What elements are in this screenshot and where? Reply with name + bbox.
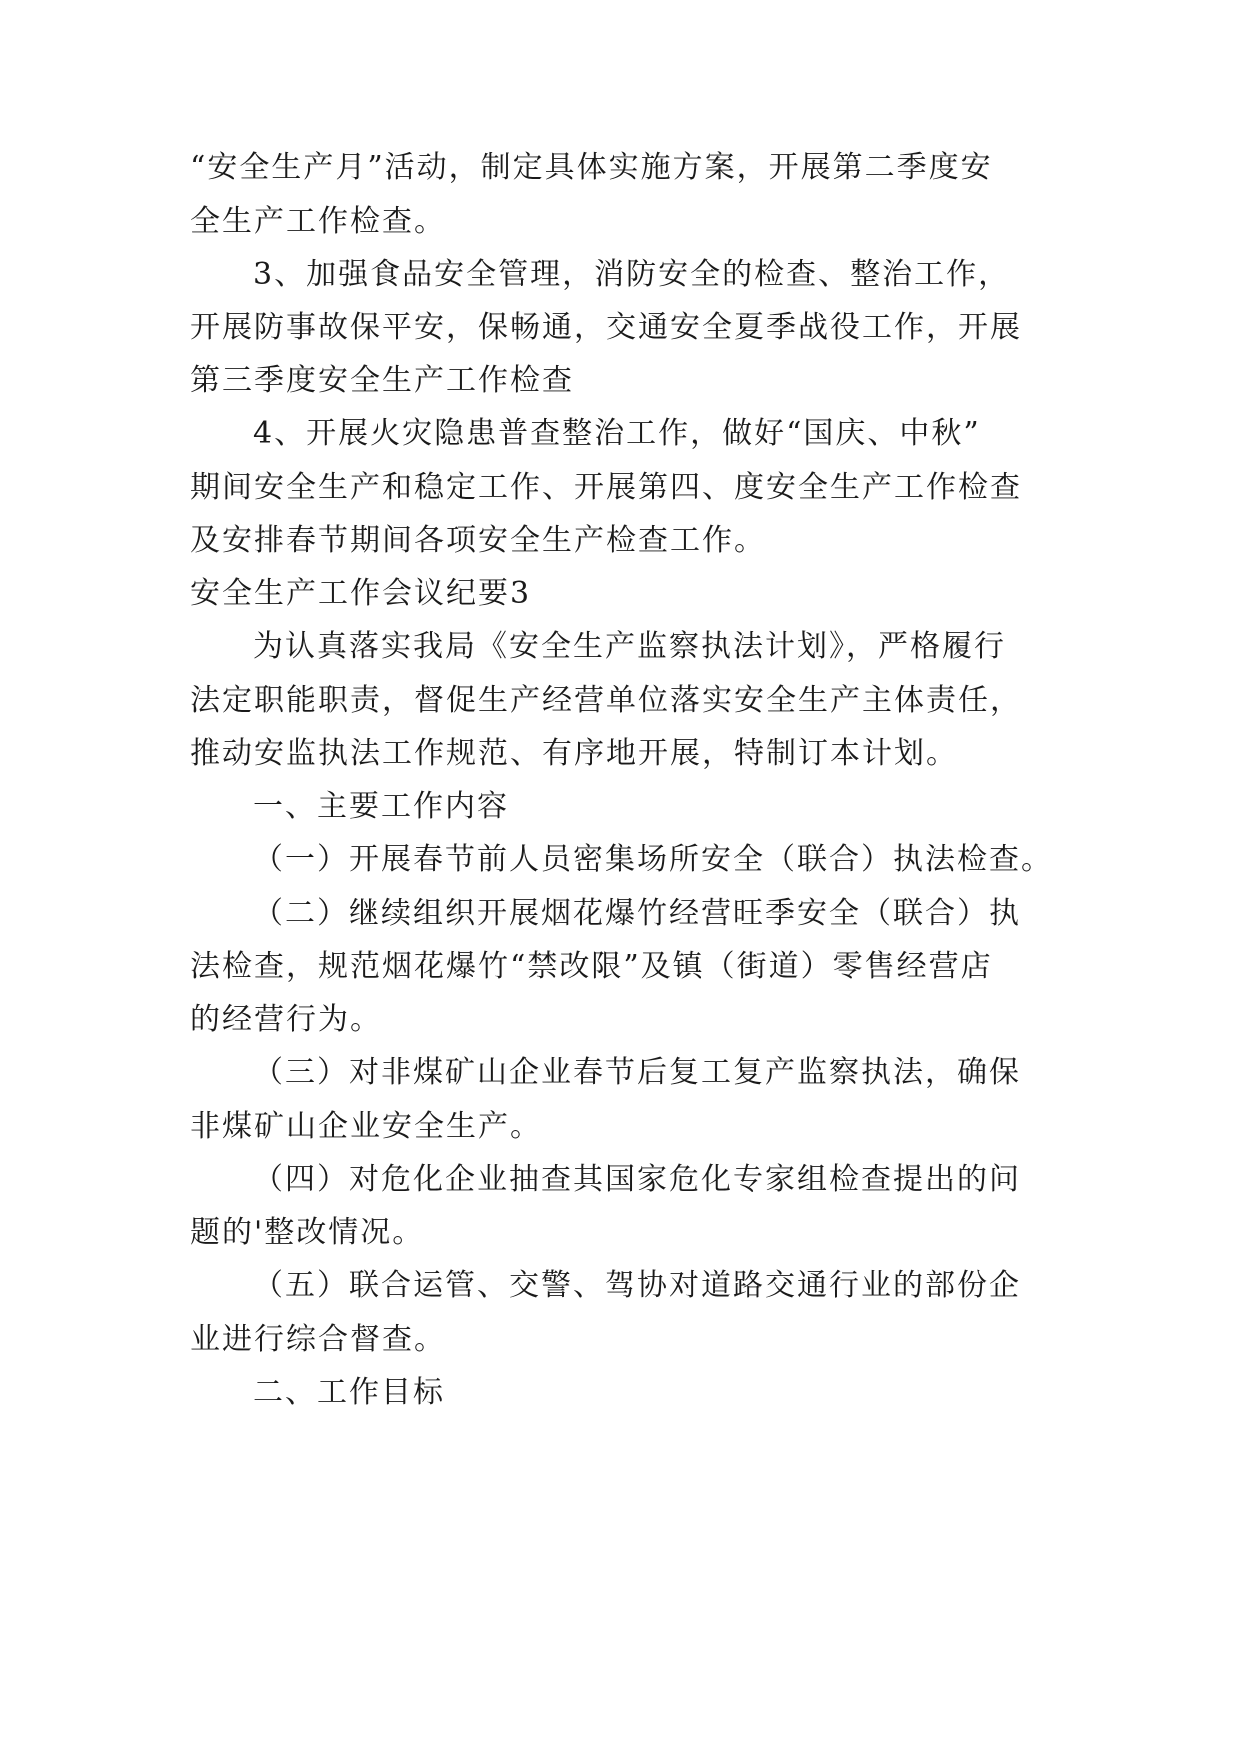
list-item-4: 4、开展火灾隐患普查整治工作，做好“国庆、中秋” bbox=[253, 416, 981, 451]
subheading-main-content: 一、主要工作内容 bbox=[253, 789, 509, 824]
text-line: 题的'整改情况。 bbox=[190, 1215, 425, 1250]
list-item-1: （一）开展春节前人员密集场所安全（联合）执法检查。 bbox=[253, 842, 1053, 877]
list-item-5: （五）联合运管、交警、驾协对道路交通行业的部份企 bbox=[253, 1268, 1021, 1303]
text-line: 的经营行为。 bbox=[190, 1002, 382, 1037]
text-line: 非煤矿山企业安全生产。 bbox=[190, 1109, 542, 1144]
list-item-2: （二）继续组织开展烟花爆竹经营旺季安全（联合）执 bbox=[253, 896, 1021, 931]
text-line: “安全生产月”活动，制定具体实施方案，开展第二季度安 bbox=[190, 150, 993, 185]
subheading-work-goals: 二、工作目标 bbox=[253, 1375, 445, 1410]
text-line: 业进行综合督查。 bbox=[190, 1322, 446, 1357]
list-item-4b: （四）对危化企业抽查其国家危化专家组检查提出的问 bbox=[253, 1162, 1021, 1197]
text-line: 及安排春节期间各项安全生产检查工作。 bbox=[190, 523, 766, 558]
text-line: 推动安监执法工作规范、有序地开展，特制订本计划。 bbox=[190, 736, 958, 771]
text-line: 法定职能职责，督促生产经营单位落实安全生产主体责任， bbox=[190, 683, 1022, 718]
list-item-3b: （三）对非煤矿山企业春节后复工复产监察执法，确保 bbox=[253, 1055, 1021, 1090]
text-line: 为认真落实我局《安全生产监察执法计划》，严格履行 bbox=[253, 629, 1006, 664]
text-line: 期间安全生产和稳定工作、开展第四、度安全生产工作检查 bbox=[190, 470, 1022, 505]
text-line: 法检查，规范烟花爆竹“禁改限”及镇（街道）零售经营店 bbox=[190, 949, 993, 984]
text-line: 开展防事故保平安，保畅通，交通安全夏季战役工作，开展 bbox=[190, 310, 1022, 345]
section-heading: 安全生产工作会议纪要3 bbox=[190, 576, 532, 611]
text-line: 全生产工作检查。 bbox=[190, 204, 446, 239]
text-line: 第三季度安全生产工作检查 bbox=[190, 363, 574, 398]
list-item-3: 3、加强食品安全管理，消防安全的检查、整治工作， bbox=[253, 257, 1011, 292]
